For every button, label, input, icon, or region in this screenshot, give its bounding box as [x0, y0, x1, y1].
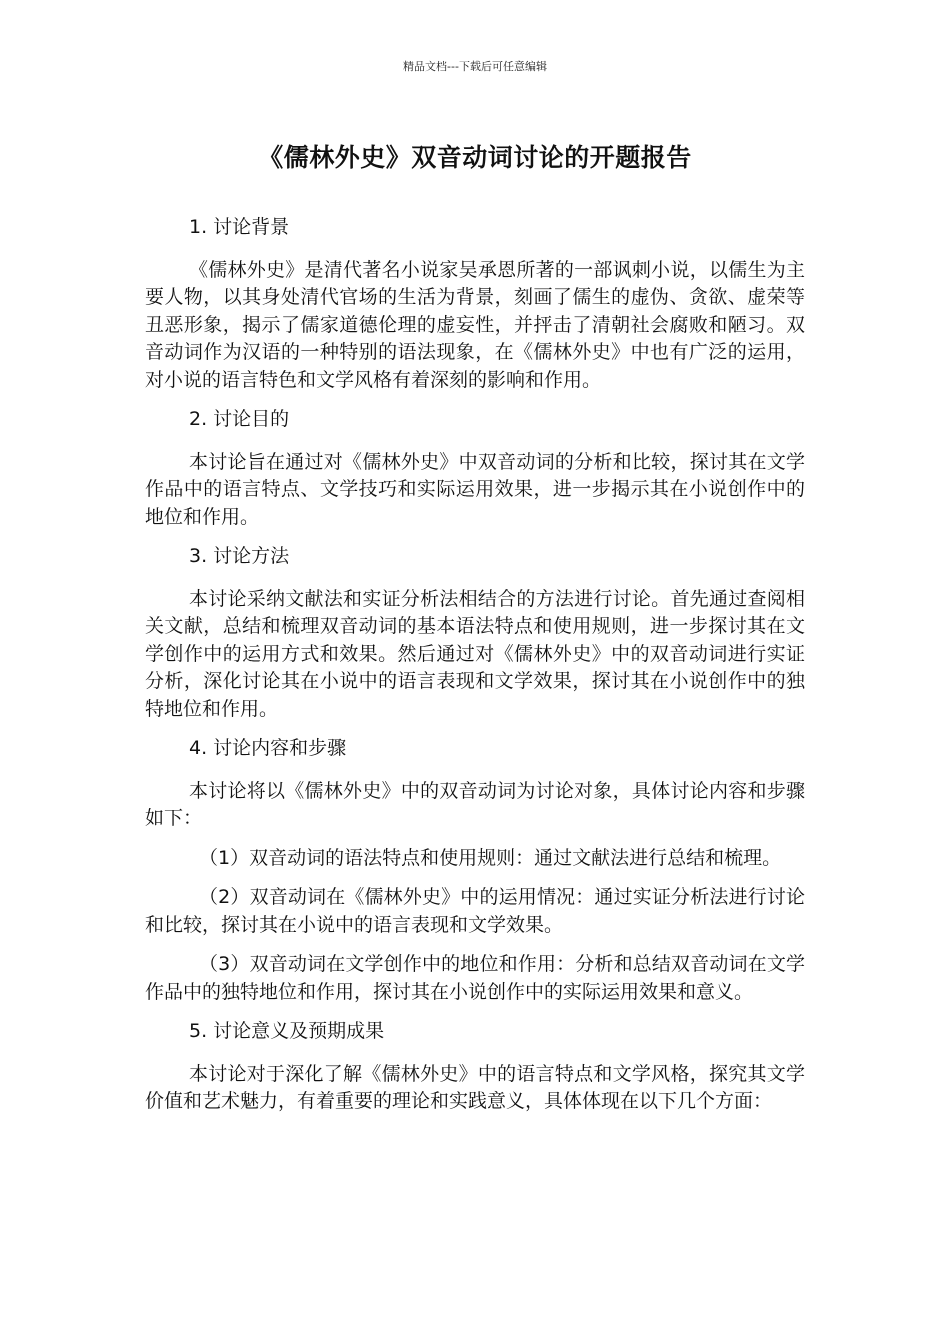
section-paragraph: 《儒林外史》是清代著名小说家吴承恩所著的一部讽刺小说，以儒生为主要人物，以其身处清代官场的生活为背景，刻画了儒生的虚伪、贪欲、虚荣等丑恶形象，揭示了儒家道德伦理的虚妄性，并抨击了清朝社会腐败和陋习。双音动词作为汉语的一种特别的语法现象，在《儒林外史》中也有广泛的运用，对小说的语言特色和文学风格有着深刻的影响和作用。	[145, 258, 805, 391]
section-paragraph: 本讨论旨在通过对《儒林外史》中双音动词的分析和比较，探讨其在文学作品中的语言特点、文学技巧和实际运用效果，进一步揭示其在小说创作中的地位和作用。	[145, 450, 805, 528]
section-heading-purpose: 2. 讨论目的	[189, 408, 290, 430]
section-paragraph: 本讨论对于深化了解《儒林外史》中的语言特点和文学风格，探究其文学价值和艺术魅力，有着重要的理论和实践意义，具体体现在以下几个方面：	[145, 1062, 805, 1112]
list-item: （1）双音动词的语法特点和使用规则：通过文献法进行总结和梳理。	[199, 846, 782, 869]
list-item: （3）双音动词在文学创作中的地位和作用：分析和总结双音动词在文学作品中的独特地位和作用，探讨其在小说创作中的实际运用效果和意义。	[145, 953, 805, 1003]
document-body	[145, 214, 805, 1128]
section-paragraph: 本讨论采纳文献法和实证分析法相结合的方法进行讨论。首先通过查阅相关文献，总结和梳理双音动词的基本语法特点和使用规则，进一步探讨其在文学创作中的运用方式和效果。然后通过对《儒林外史》中的双音动词进行实证分析，深化讨论其在小说中的语言表现和文学效果，探讨其在小说创作中的独特地位和作用。	[145, 587, 805, 720]
section-heading-significance: 5. 讨论意义及预期成果	[189, 1020, 385, 1042]
section-heading-method: 3. 讨论方法	[189, 545, 290, 567]
section-heading-content-steps: 4. 讨论内容和步骤	[189, 737, 347, 759]
list-item: （2）双音动词在《儒林外史》中的运用情况：通过实证分析法进行讨论和比较，探讨其在小说中的语言表现和文学效果。	[145, 886, 805, 936]
header-note: 精品文档---下载后可任意编辑	[403, 60, 547, 73]
section-heading-background: 1. 讨论背景	[189, 216, 290, 238]
section-paragraph: 本讨论将以《儒林外史》中的双音动词为讨论对象，具体讨论内容和步骤如下：	[145, 779, 805, 829]
document-title: 《儒林外史》双音动词讨论的开题报告	[258, 143, 692, 172]
